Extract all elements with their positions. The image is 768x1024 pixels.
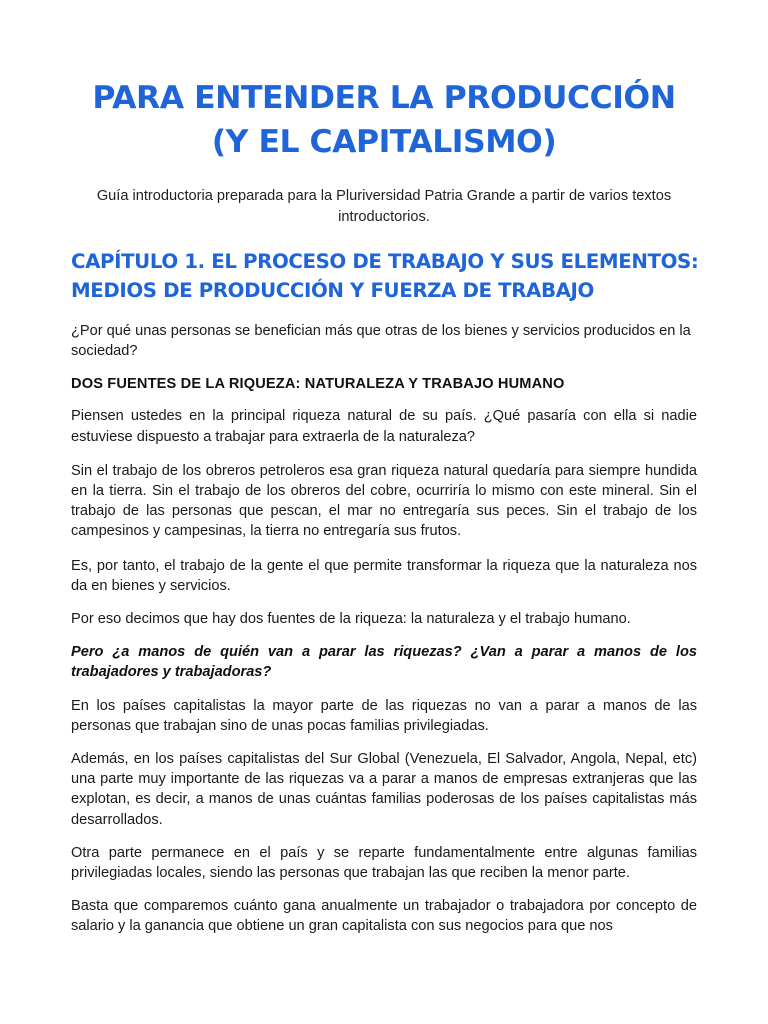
- page-title-line-2: (Y EL CAPITALISMO): [211, 124, 557, 160]
- intro-question: ¿Por qué unas personas se benefician más que otras de los bienes y servicios producidos en la sociedad?: [71, 323, 691, 360]
- body-paragraph: Otra parte permanece en el país y se reparte fundamentalmente entre algunas familias privilegiadas locales, siendo las personas que trabajan las que reciben la menor parte.: [71, 844, 697, 882]
- page-title: [71, 76, 697, 164]
- body-paragraph: Además, en los países capitalistas del Sur Global (Venezuela, El Salvador, Angola, Nepal, etc) una parte muy importante de las riquezas va a parar a manos de empresas extranjeras que las explotan, es decir, a manos de unas cuántas familias poderosas de los países capitalistas más desarrollados.: [71, 751, 697, 828]
- body-paragraph: Sin el trabajo de los obreros petroleros esa gran riqueza natural quedaría para siempre hundida en la tierra. Sin el trabajo de los obreros del cobre, ocurriría lo mismo con este mineral. Sin el trabajo de las personas que pescan, el mar no entregaría sus peces. Sin el trabajo de los campesinos y campesinas, la tierra no entregaría sus frutos.: [71, 462, 697, 540]
- section-heading: DOS FUENTES DE LA RIQUEZA: NATURALEZA Y TRABAJO HUMANO: [71, 376, 565, 393]
- page-title-line-1: PARA ENTENDER LA PRODUCCIÓN: [92, 80, 676, 116]
- body-paragraph: Por eso decimos que hay dos fuentes de la riqueza: la naturaleza y el trabajo humano.: [71, 611, 631, 628]
- chapter-title: [71, 247, 697, 305]
- emphasized-question: Pero ¿a manos de quién van a parar las riquezas? ¿Van a parar a manos de los trabajadores y trabajadoras?: [71, 644, 697, 681]
- body-paragraph: Basta que comparemos cuánto gana anualmente un trabajador o trabajadora por concepto de salario y la ganancia que obtiene un gran capitalista con sus negocios para que nos: [71, 898, 697, 935]
- chapter-title-line-2: MEDIOS DE PRODUCCIÓN Y FUERZA DE TRABAJO: [71, 279, 594, 302]
- body-paragraph: Piensen ustedes en la principal riqueza natural de su país. ¿Qué pasaría con ella si nadie estuviese dispuesto a trabajar para extraerla de la naturaleza?: [71, 408, 697, 445]
- body-paragraph: Es, por tanto, el trabajo de la gente el que permite transformar la riqueza que la naturaleza nos da en bienes y servicios.: [71, 557, 697, 594]
- chapter-title-line-1: CAPÍTULO 1. EL PROCESO DE TRABAJO Y SUS ELEMENTOS:: [71, 250, 699, 273]
- body-paragraph: En los países capitalistas la mayor parte de las riquezas no van a parar a manos de las personas que trabajan sino de unas pocas familias privilegiadas.: [71, 697, 697, 734]
- page-subtitle: Guía introductoria preparada para la Pluriversidad Patria Grande a partir de varios textos introductorios.: [96, 188, 672, 225]
